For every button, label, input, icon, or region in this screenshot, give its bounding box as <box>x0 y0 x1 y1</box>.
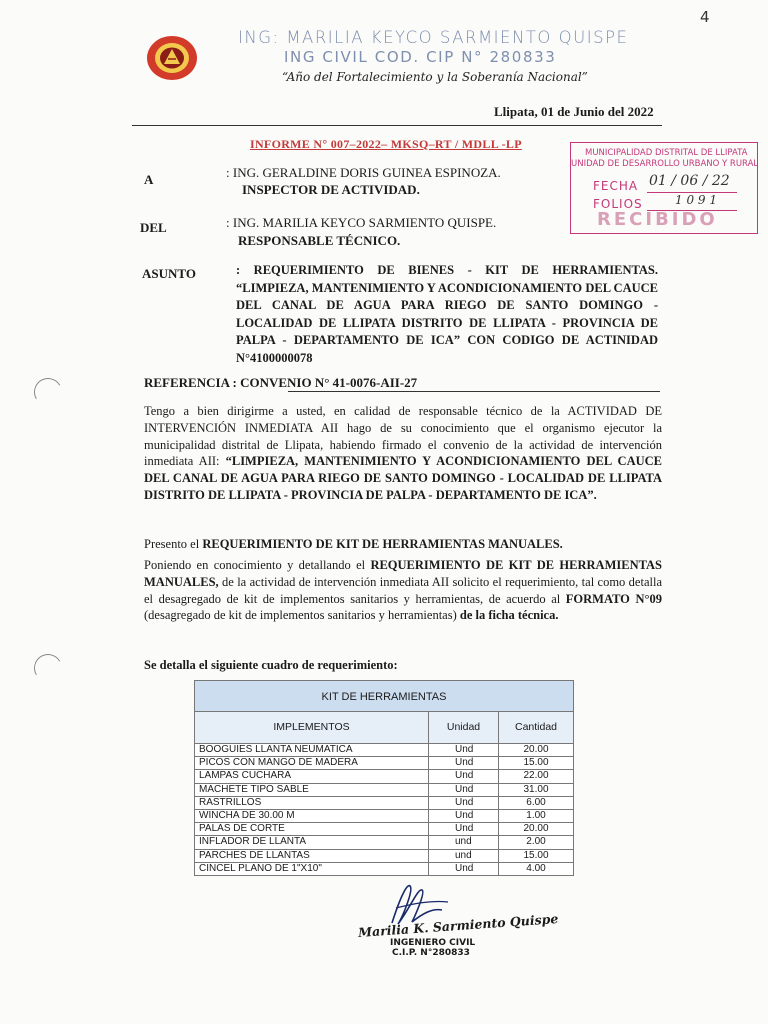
cell-implemento: CINCEL PLANO DE 1"X10" <box>195 863 429 875</box>
cell-implemento: BOOGUIES LLANTA NEUMATICA <box>195 744 429 756</box>
body-paragraph-1-project: “LIMPIEZA, MANTENIMIENTO Y ACONDICIONAMIENTO DEL CAUCE DEL CANAL DE AGUA PARA RIEGO DE SANTO DOMINGO - LOCALIDAD DE LLIPATA DISTRITO DE LLIPATA - PROVINCIA DE PALPA - DEPARTAMENTO DE ICA”. <box>144 454 663 502</box>
stamp-unit: UNIDAD DE DESARROLLO URBANO Y RURAL <box>571 159 759 169</box>
table-row <box>194 757 574 770</box>
cell-cantidad: 2.00 <box>526 836 546 848</box>
cell-unidad: Und <box>429 863 499 875</box>
column-header-cantidad: Cantidad <box>514 721 558 733</box>
cell-implemento: INFLADOR DE LLANTA <box>195 836 429 848</box>
body-paragraph-3-text-a: Poniendo en conocimiento y detallando el <box>144 558 371 572</box>
report-number: INFORME N° 007–2022– MKSQ–RT / MDLL -LP <box>250 137 522 151</box>
table-title: KIT DE HERRAMIENTAS <box>194 680 574 712</box>
reference: REFERENCIA : CONVENIO N° 41-0076-AII-27 <box>144 375 418 390</box>
from-role: RESPONSABLE TÉCNICO. <box>238 233 401 248</box>
to-label: A <box>144 172 154 187</box>
cell-implemento: WINCHA DE 30.00 M <box>195 810 429 822</box>
cell-cantidad: 20.00 <box>523 744 549 755</box>
cell-implemento: RASTRILLOS <box>195 797 429 809</box>
stamp-folios-value: 1 0 9 1 <box>675 193 717 207</box>
from-name: : ING. MARILIA KEYCO SARMIENTO QUISPE. <box>226 215 497 230</box>
body-paragraph-3-text-c: (desagregado de kit de implementos sanitarios y herramientas) <box>144 608 460 623</box>
body-paragraph-4: Se detalla el siguiente cuadro de requerimiento: <box>144 658 398 672</box>
table-row <box>194 836 574 849</box>
cell-unidad: und <box>429 850 499 862</box>
subject-label: ASUNTO <box>142 266 196 281</box>
body-paragraph-2 <box>144 536 662 553</box>
body-paragraph-3-bold-b: FORMATO N°09 <box>565 591 662 606</box>
engineering-seal-logo <box>146 34 198 82</box>
tools-table <box>194 680 574 876</box>
reference-divider <box>288 391 660 392</box>
cell-cantidad: 20.00 <box>523 823 549 835</box>
to-role: INSPECTOR DE ACTIVIDAD. <box>242 182 420 197</box>
header-divider <box>132 125 662 126</box>
cell-cantidad: 1.00 <box>526 809 546 821</box>
punch-hole-bottom <box>31 651 65 685</box>
column-header-implementos: IMPLEMENTOS <box>195 712 429 743</box>
body-paragraph-1-text: Tengo a bien dirigirme a usted, en calidad de responsable técnico de la ACTIVIDAD DE INTERVENCIÓN INMEDIATA AII hago de su conocimiento que el organismo ejecutor la municipalidad distrital de Llipata, habiendo firmado el convenio de la actividad de intervención inmediata AII: <box>144 404 662 469</box>
stamp-folios-label: FOLIOS <box>593 197 643 211</box>
cell-unidad: Und <box>429 744 499 756</box>
cell-unidad: Und <box>429 823 499 835</box>
cell-cantidad: 31.00 <box>523 783 549 795</box>
table-row <box>194 744 574 757</box>
place-and-date: Llipata, 01 de Junio del 2022 <box>494 104 654 119</box>
cell-unidad: Und <box>429 757 499 769</box>
cell-cantidad: 15.00 <box>523 849 549 861</box>
table-row <box>194 784 574 797</box>
from-label: DEL <box>140 220 167 235</box>
header-motto: “Año del Fortalecimiento y la Soberanía Nacional” <box>282 70 588 84</box>
body-paragraph-2-text: Presento el <box>144 537 203 551</box>
cell-unidad: Und <box>429 797 499 809</box>
cell-implemento: PARCHES DE LLANTAS <box>195 850 429 862</box>
cell-cantidad: 6.00 <box>526 796 546 808</box>
received-stamp <box>570 142 758 234</box>
table-row <box>194 863 574 876</box>
table-header-row <box>194 712 574 744</box>
subject-text: : REQUERIMIENTO DE BIENES - KIT DE HERRAMIENTAS. “LIMPIEZA, MANTENIMIENTO Y ACONDICIONAMIENTO DEL CAUCE DEL CANAL DE AGUA PARA RIEGO DE SANTO DOMINGO - LOCALIDAD DE LLIPATA DISTRITO DE LLIPATA - PROVINCIA DE PALPA - DEPARTAMENTO DE ICA” CON CODIGO DE ACTINIDAD N°4100000078 <box>236 263 658 365</box>
signature-role: INGENIERO CIVIL <box>390 938 476 948</box>
body-paragraph-3-bold-a: REQUERIMIENTO DE KIT DE HERRAMIENTAS MANUALES, <box>144 558 662 589</box>
header-engineer-name: ING: MARILIA KEYCO SARMIENTO QUISPE <box>238 28 629 47</box>
table-row <box>194 850 574 863</box>
cell-cantidad: 15.00 <box>523 757 549 769</box>
cell-unidad: Und <box>429 784 499 796</box>
punch-hole-top <box>31 375 65 409</box>
table-row <box>194 823 574 836</box>
cell-implemento: PICOS CON MANGO DE MADERA <box>195 757 429 769</box>
cell-implemento: PALAS DE CORTE <box>195 823 429 835</box>
body-paragraph-3 <box>144 557 662 624</box>
body-paragraph-1 <box>144 403 662 504</box>
cell-unidad: und <box>429 836 499 848</box>
cell-unidad: Und <box>429 810 499 822</box>
body-paragraph-3-bold-c: de la ficha técnica. <box>459 608 559 623</box>
cell-implemento: MACHETE TIPO SABLE <box>195 784 429 796</box>
header-cip-code: ING CIVIL COD. CIP N° 280833 <box>284 48 557 66</box>
signature-cip: C.I.P. N°280833 <box>392 948 470 958</box>
cell-cantidad: 22.00 <box>523 770 549 782</box>
page-number: 4 <box>700 8 710 26</box>
body-paragraph-3-text-b: de la actividad de intervención inmediata AII solicito el requerimiento, tal como detalla el desagregado de kit de implementos sanitarios y herramientas, de acuerdo al <box>144 574 662 606</box>
cell-cantidad: 4.00 <box>526 862 546 874</box>
stamp-municipality: MUNICIPALIDAD DISTRITAL DE LLIPATA <box>585 148 748 158</box>
to-name: : ING. GERALDINE DORIS GUINEA ESPINOZA. <box>226 165 501 180</box>
table-row <box>194 770 574 783</box>
table-row <box>194 797 574 810</box>
body-paragraph-2-bold: REQUERIMIENTO DE KIT DE HERRAMIENTAS MANUALES. <box>202 537 563 551</box>
stamp-date-value: 01 / 06 / 22 <box>649 173 730 189</box>
cell-implemento: LAMPAS CUCHARA <box>195 770 429 782</box>
table-row <box>194 810 574 823</box>
signature-name: Marilia K. Sarmiento Quispe <box>357 911 559 940</box>
cell-unidad: Und <box>429 770 499 782</box>
stamp-status: RECIBIDO <box>597 209 718 230</box>
column-header-unidad: Unidad <box>429 712 499 743</box>
stamp-date-label: FECHA <box>593 179 639 193</box>
